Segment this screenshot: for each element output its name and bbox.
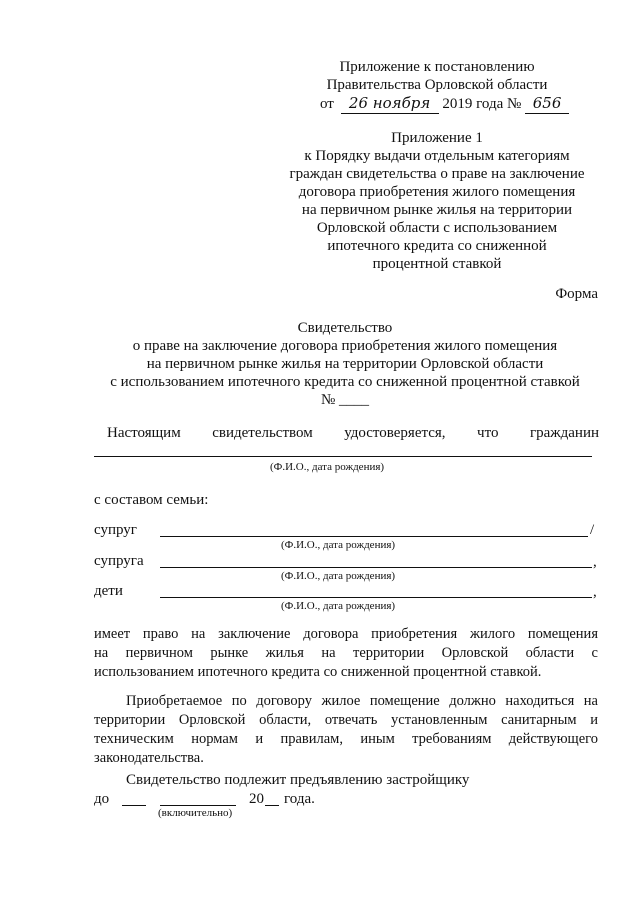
appendix1-line: процентной ставкой	[372, 256, 502, 272]
until-prefix: до	[94, 791, 110, 807]
day-blank[interactable]	[122, 805, 146, 806]
appendix1-line: ипотечного кредита со сниженной	[327, 238, 547, 254]
husband-fio-line[interactable]	[160, 536, 588, 537]
member-end-mark: /	[590, 522, 595, 538]
year-suffix: года.	[284, 791, 315, 807]
form-label: Форма	[555, 286, 598, 302]
citizen-fio-hint: (Ф.И.О., дата рождения)	[270, 461, 385, 473]
location-paragraph-line: территории Орловской области, отвечать установленным санитарным и	[94, 712, 598, 728]
certificate-number: № ____	[320, 392, 370, 408]
title-line: Свидетельство	[297, 320, 393, 336]
location-paragraph-line: законодательства.	[94, 750, 204, 766]
member-label-wife: супруга	[94, 553, 144, 569]
appendix1-line: граждан свидетельства о праве на заключение	[289, 166, 585, 182]
member-label-husband: супруг	[94, 522, 137, 538]
appendix1-line: Приложение 1	[391, 130, 483, 146]
inclusive-hint: (включительно)	[158, 807, 233, 819]
wife-fio-hint: (Ф.И.О., дата рождения)	[281, 570, 396, 582]
right-paragraph-line: использованием ипотечного кредита со сниженной процентной ставкой.	[94, 664, 542, 680]
member-label-children: дети	[94, 583, 123, 599]
right-paragraph-line: на первичном рынке жилья на территории Орловской области с	[94, 645, 598, 661]
husband-fio-hint: (Ф.И.О., дата рождения)	[281, 539, 396, 551]
member-end-mark: ,	[593, 554, 597, 570]
member-end-mark: ,	[593, 584, 597, 600]
certify-word: удостоверяется,	[344, 425, 446, 441]
appendix-header	[270, 58, 604, 94]
handwritten-number: 656	[532, 94, 562, 112]
appendix1-line: договора приобретения жилого помещения	[298, 184, 576, 200]
citizen-fio-line[interactable]	[94, 456, 592, 457]
certify-line	[107, 424, 599, 442]
children-fio-hint: (Ф.И.О., дата рождения)	[281, 600, 396, 612]
date-prefix: от	[320, 96, 334, 112]
location-paragraph-line: техническим нормам и правилам, иным требованиям действующего	[94, 731, 598, 747]
appendix1-block	[270, 129, 604, 273]
month-blank[interactable]	[160, 805, 236, 806]
appendix1-line: к Порядку выдачи отдельным категориям	[304, 148, 570, 164]
date-suffix: 2019 года №	[442, 96, 522, 112]
title-line: с использованием ипотечного кредита со сниженной процентной ставкой	[110, 374, 580, 390]
appendix1-line: Орловской области с использованием	[316, 220, 558, 236]
wife-fio-line[interactable]	[160, 567, 592, 568]
children-fio-line[interactable]	[160, 597, 592, 598]
certify-word: Настоящим	[107, 425, 181, 441]
location-paragraph-line: Приобретаемое по договору жилое помещение должно находиться на	[126, 693, 598, 709]
certify-word: гражданин	[529, 425, 599, 441]
appendix1-line: на первичном рынке жилья на территории	[301, 202, 573, 218]
appendix-line: Приложение к постановлению	[339, 59, 535, 75]
certify-word: что	[477, 425, 499, 441]
title-line: на первичном рынке жилья на территории Орловской области	[146, 356, 544, 372]
resolution-date-line	[320, 94, 569, 114]
year-prefix: 20	[249, 791, 264, 807]
family-label: с составом семьи:	[94, 492, 209, 508]
title-line: о праве на заключение договора приобретения жилого помещения	[132, 338, 558, 354]
certificate-title	[80, 319, 610, 409]
appendix-line: Правительства Орловской области	[326, 77, 548, 93]
certify-word: свидетельством	[212, 425, 313, 441]
year-blank[interactable]	[265, 805, 279, 806]
handwritten-date: 26 ноября	[348, 94, 431, 112]
right-paragraph-line: имеет право на заключение договора приобретения жилого помещения	[94, 626, 598, 642]
validity-line: Свидетельство подлежит предъявлению застройщику	[126, 772, 470, 788]
